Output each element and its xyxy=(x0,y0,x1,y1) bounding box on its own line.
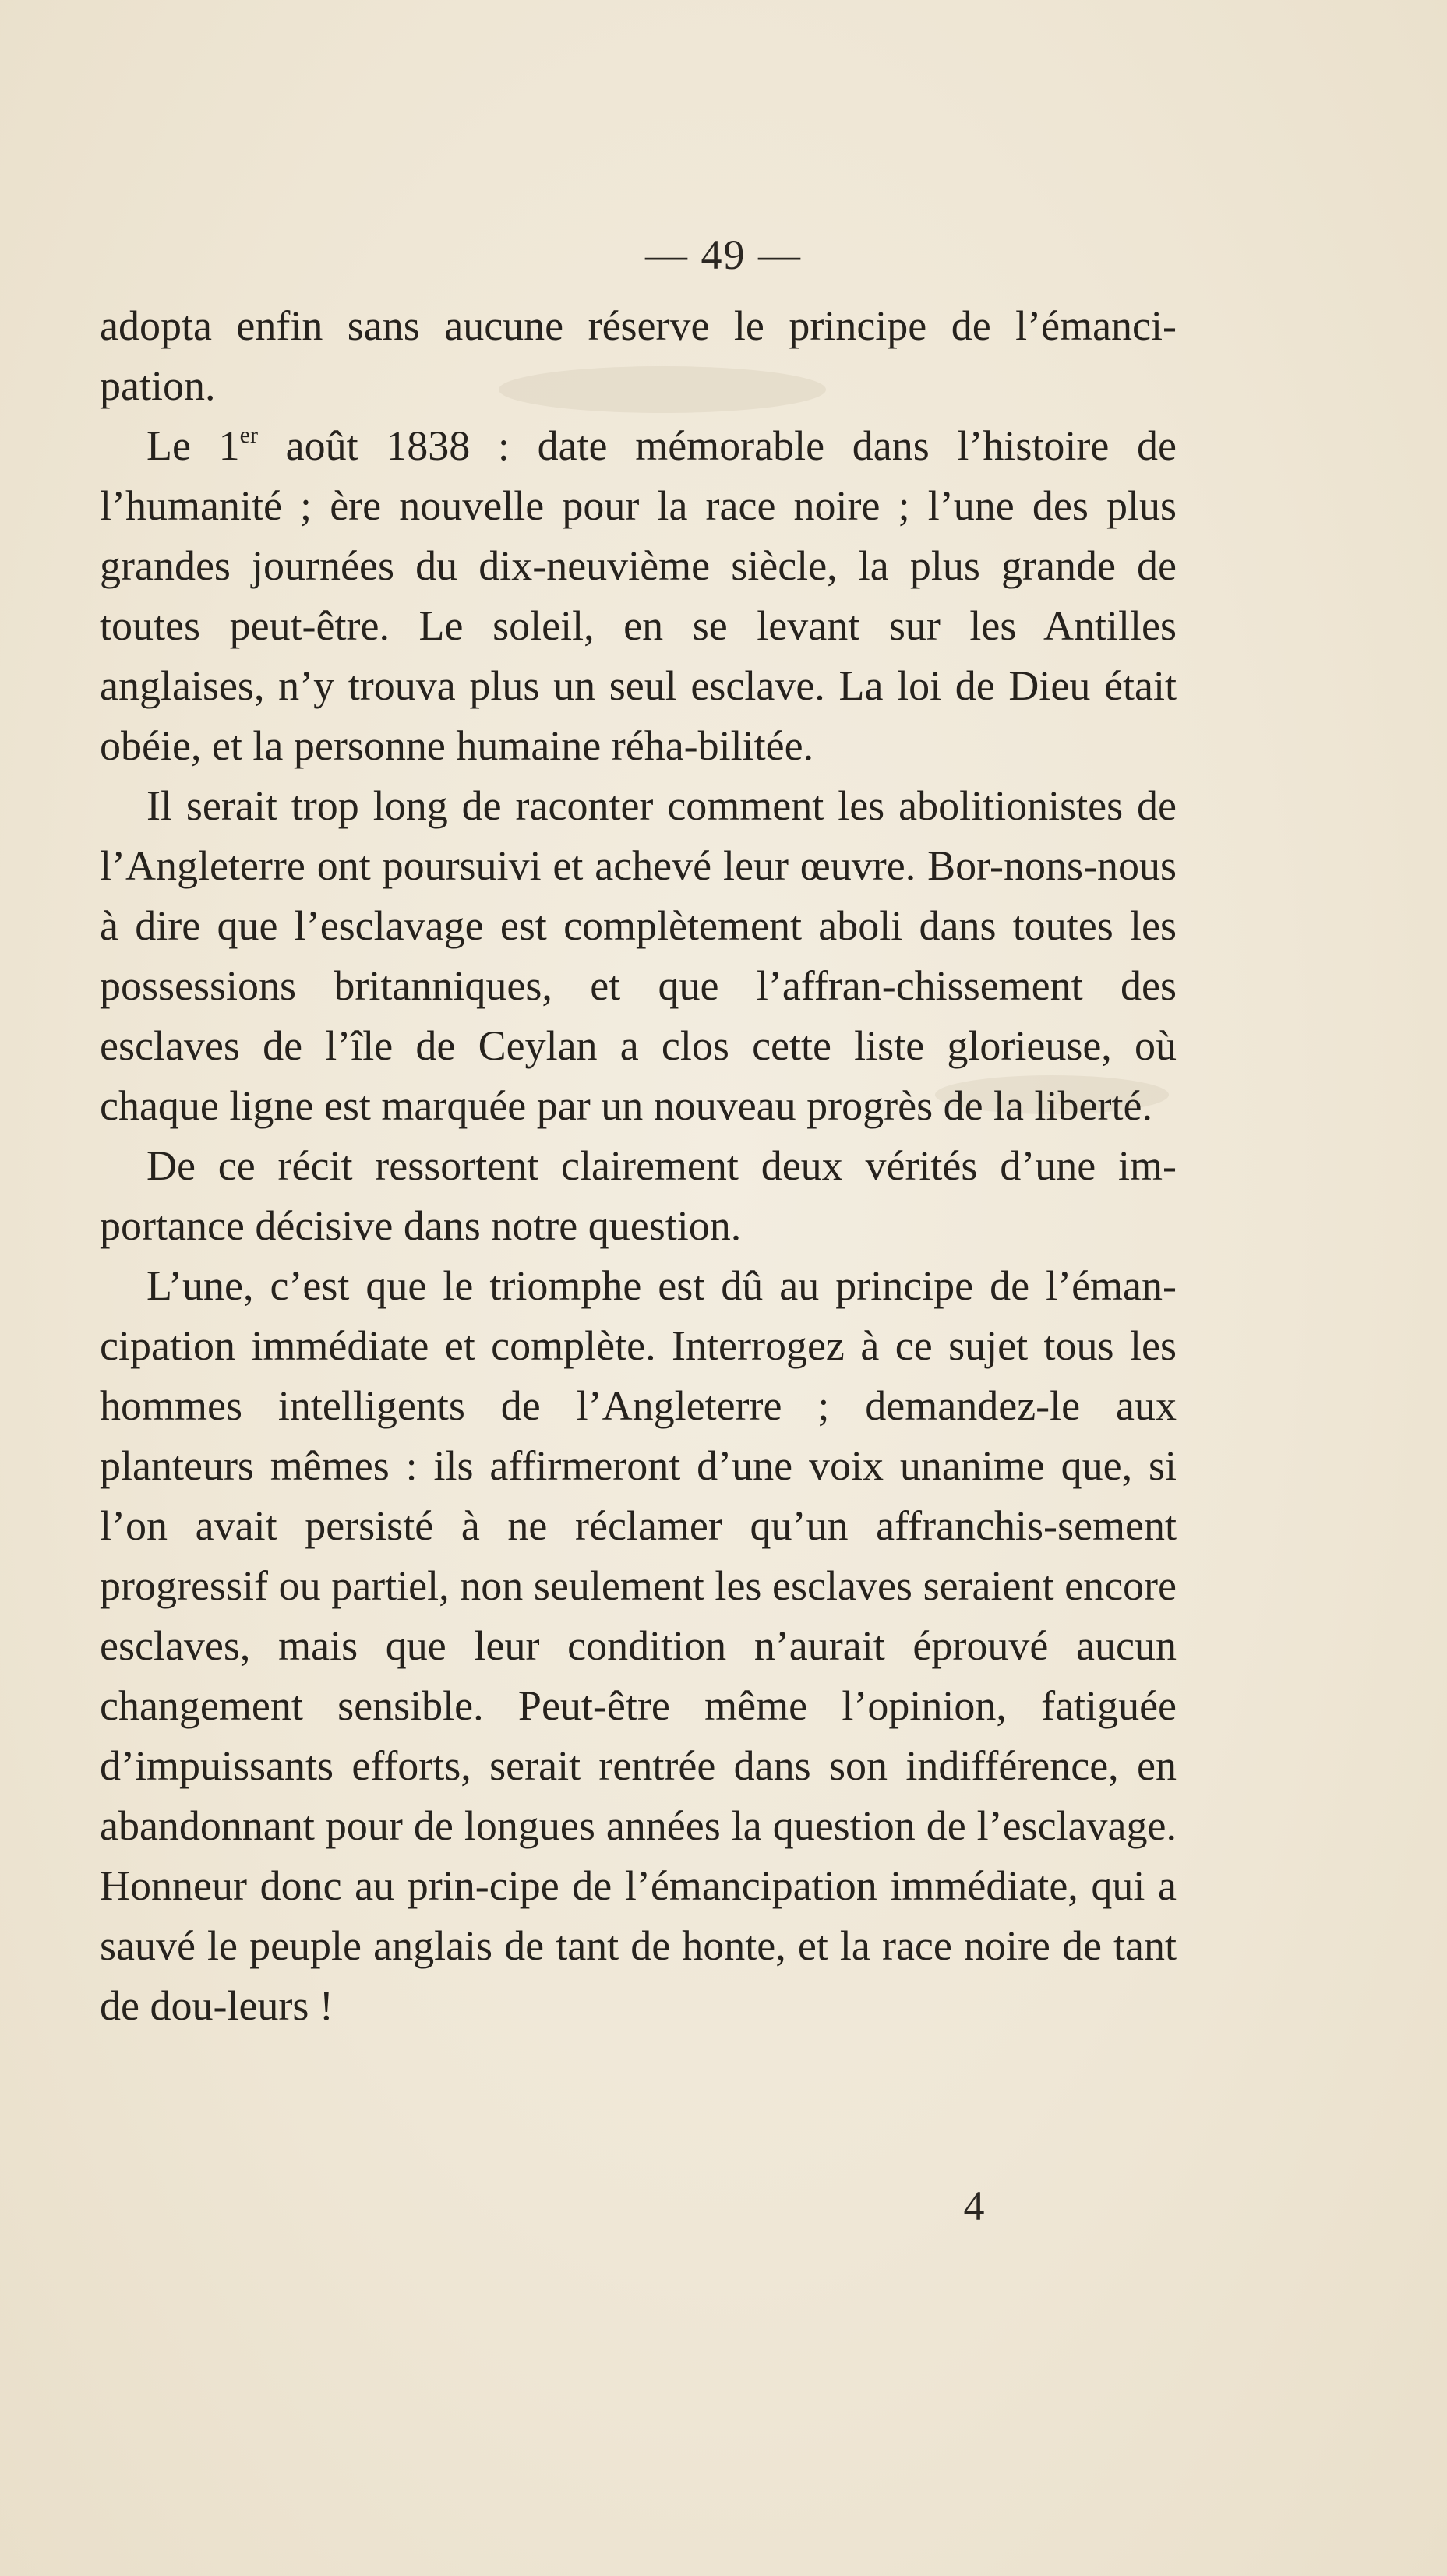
paragraph-3-text: Il serait trop long de raconter comment les abolitionistes de l’Angleterre ont poursuivi et achevé leur œuvre. Bor-nons-nous à dire que l’esclavage est complètement aboli dans toutes les possessions britanniques, et que l’affran-chissement des esclaves de l’île de Ceylan a clos cette liste glorieuse, où chaque ligne est marquée par un nouveau progrès de la liberté. xyxy=(100,782,1177,1129)
paragraph-5-text: L’une, c’est que le triomphe est dû au principe de l’éman-cipation immédiate et complète. Interrogez à ce sujet tous les hommes intelligents de l’Angleterre ; demandez-le aux planteurs mêmes : ils affirmeront d’une voix unanime que, si l’on avait persisté à ne réclamer qu’un affranchis-sement progressif ou partiel, non seulement les esclaves seraient encore esclaves, mais que leur condition n’aurait éprouvé aucun changement sensible. Peut-être même l’opinion, fatiguée d’impuissants efforts, serait rentrée dans son indifférence, en abandonnant pour de longues années la question de l’esclavage. Honneur donc au prin-cipe de l’émancipation immédiate, qui a sauvé le peuple anglais de tant de honte, et la race noire de tant de dou-leurs ! xyxy=(100,1262,1177,2029)
paragraph-2 xyxy=(100,416,1177,776)
page-number: — 49 — xyxy=(645,231,802,278)
paragraph-1-text: adopta enfin sans aucune réserve le principe de l’émanci-pation. xyxy=(100,302,1177,409)
paragraph-5 xyxy=(100,1256,1177,2036)
paragraph-4-text: De ce récit ressortent clairement deux vérités d’une im-portance décisive dans notre question. xyxy=(100,1142,1177,1249)
paragraph-3 xyxy=(100,776,1177,1136)
ordinal-superscript: er xyxy=(239,422,258,448)
body-text xyxy=(100,296,1177,2036)
paragraph-1 xyxy=(100,296,1177,416)
paragraph-4 xyxy=(100,1136,1177,1256)
paragraph-2-text-start: Le 1 xyxy=(146,422,240,469)
signature-mark: 4 xyxy=(963,2183,985,2229)
paragraph-2-text-rest: août 1838 : date mémorable dans l’histoire de l’humanité ; ère nouvelle pour la race noire ; l’une des plus grandes journées du dix-neuvième siècle, la plus grande de toutes peut-être. Le soleil, en se levant sur les Antilles anglaises, n’y trouva plus un seul esclave. La loi de Dieu était obéie, et la personne humaine réha-bilitée. xyxy=(100,422,1177,769)
